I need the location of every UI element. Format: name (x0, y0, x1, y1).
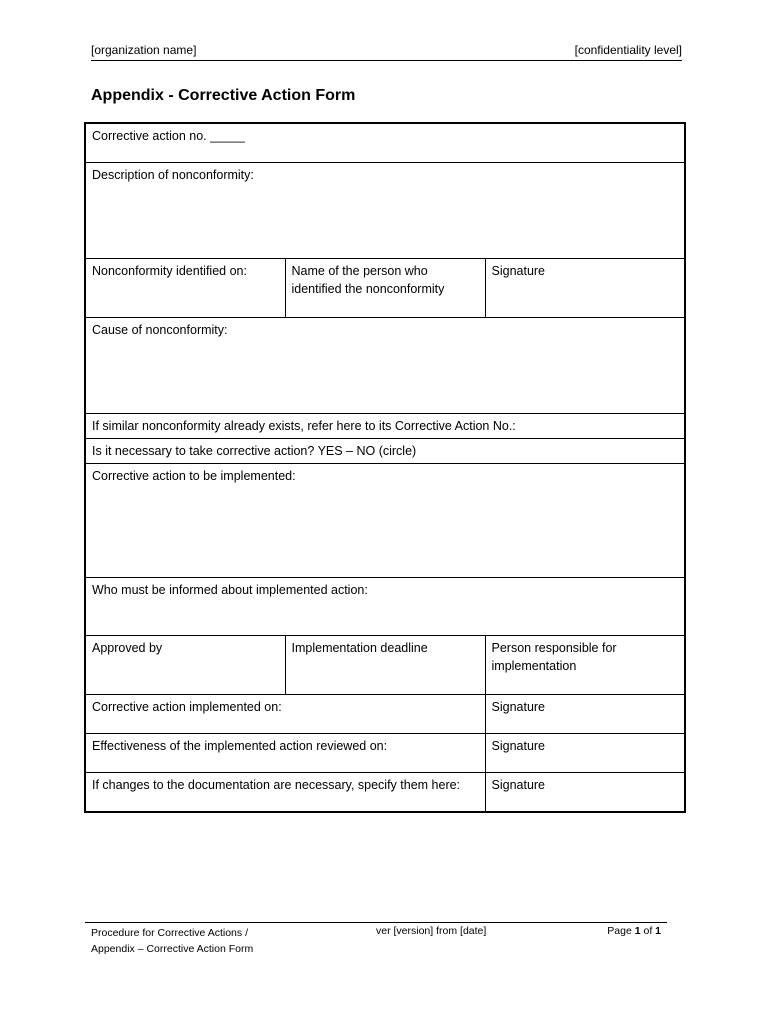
signature-field[interactable] (485, 773, 685, 813)
page-of: of (640, 925, 656, 937)
signature-field[interactable] (485, 695, 685, 734)
form-row (85, 734, 685, 773)
who-informed-field[interactable] (85, 578, 685, 636)
field-label: Nonconformity identified on: (92, 264, 247, 278)
page-number (607, 925, 661, 937)
form-row (85, 695, 685, 734)
field-label: Approved by (92, 641, 163, 655)
field-label: Implementation deadline (291, 641, 428, 655)
approved-by-field[interactable] (85, 636, 285, 695)
field-label: Effectiveness of the implemented action reviewed on: (92, 739, 388, 753)
field-label: Signature (491, 778, 546, 792)
field-label: Signature (491, 739, 546, 753)
field-label: Corrective action implemented on: (92, 700, 282, 714)
form-row (85, 259, 685, 318)
field-label: identified the nonconformity (291, 282, 445, 296)
field-label: Who must be informed about implemented action: (92, 583, 368, 597)
page-word: Page (607, 925, 635, 937)
form-row (85, 414, 685, 439)
corrective-action-no-field[interactable] (85, 123, 685, 163)
field-label: Corrective action no. _____ (92, 129, 245, 143)
organization-name: [organization name] (91, 43, 197, 57)
field-label: If similar nonconformity already exists, refer here to its Corrective Action No.: (92, 419, 516, 433)
confidentiality-level: [confidentiality level] (574, 43, 682, 57)
signature-field[interactable] (485, 734, 685, 773)
form-row (85, 318, 685, 414)
document-name (91, 925, 253, 957)
form-row (85, 773, 685, 813)
form-row (85, 578, 685, 636)
field-label: implementation (491, 659, 577, 673)
document-name-line: Procedure for Corrective Actions / (91, 927, 248, 939)
corrective-action-form (84, 122, 686, 813)
deadline-field[interactable] (285, 636, 485, 695)
field-label: Corrective action to be implemented: (92, 469, 296, 483)
form-row (85, 636, 685, 695)
effectiveness-field[interactable] (85, 734, 485, 773)
field-label: Description of nonconformity: (92, 168, 254, 182)
identified-by-field[interactable] (285, 259, 485, 318)
form-row (85, 464, 685, 578)
form-row (85, 439, 685, 464)
field-label: Signature (491, 264, 546, 278)
field-label: Cause of nonconformity: (92, 323, 228, 337)
form-row (85, 123, 685, 163)
form-row (85, 163, 685, 259)
description-field[interactable] (85, 163, 685, 259)
doc-changes-field[interactable] (85, 773, 485, 813)
cause-field[interactable] (85, 318, 685, 414)
document-version: ver [version] from [date] (376, 925, 487, 937)
action-to-implement-field[interactable] (85, 464, 685, 578)
implemented-on-field[interactable] (85, 695, 485, 734)
field-label: Person responsible for (491, 641, 617, 655)
signature-field[interactable] (485, 259, 685, 318)
page-footer (85, 922, 667, 961)
page-header (91, 43, 682, 61)
field-label: Signature (491, 700, 546, 714)
page-title: Appendix - Corrective Action Form (91, 87, 356, 104)
field-label: Is it necessary to take corrective action? YES – NO (circle) (92, 444, 417, 458)
page-total: 1 (655, 925, 661, 937)
identified-on-field[interactable] (85, 259, 285, 318)
responsible-field[interactable] (485, 636, 685, 695)
field-label: If changes to the documentation are necessary, specify them here: (92, 778, 461, 792)
field-label: Name of the person who (291, 264, 428, 278)
document-name-line: Appendix – Corrective Action Form (91, 943, 254, 955)
similar-nonconformity-field[interactable] (85, 414, 685, 439)
action-necessary-field[interactable] (85, 439, 685, 464)
page-current: 1 (634, 925, 641, 937)
